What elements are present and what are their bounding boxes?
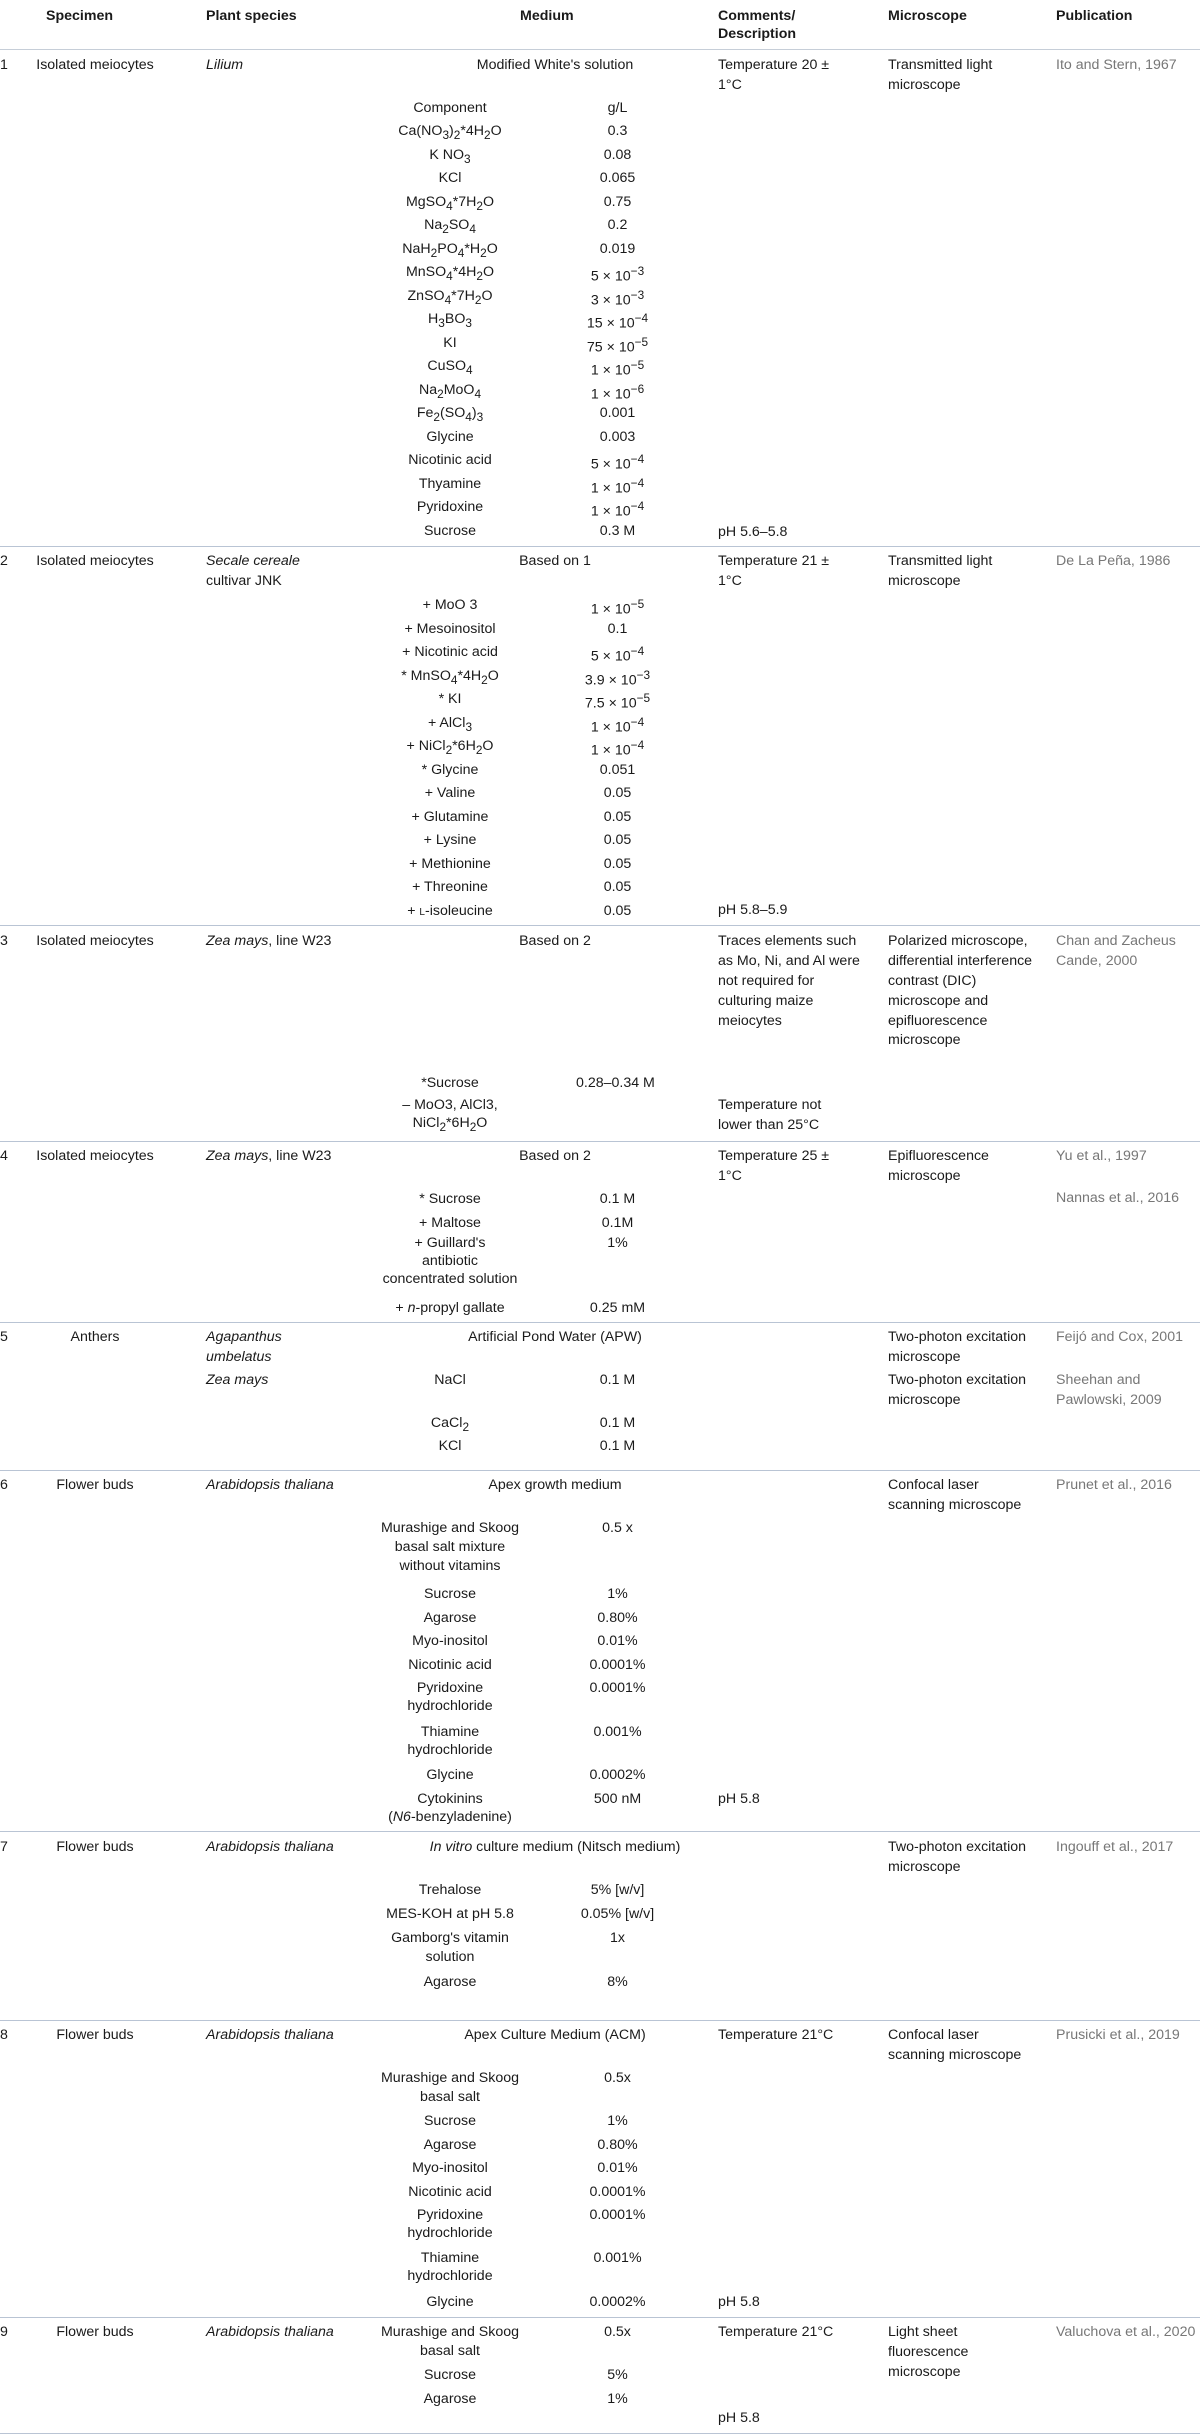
plant-species: Arabidopsis thaliana xyxy=(206,2324,334,2340)
col-plant-species: Plant species xyxy=(206,8,297,24)
component-label: solution xyxy=(425,1949,475,1965)
separator xyxy=(0,1322,1200,1323)
medium-title-rest: culture medium (Nitsch medium) xyxy=(472,1839,681,1855)
component-label: Cytokinins xyxy=(417,1791,483,1807)
component-label: Pyridoxine xyxy=(416,2207,484,2223)
plant-species-line: , line W23 xyxy=(268,1148,332,1164)
component-label: Sucrose xyxy=(423,1586,477,1602)
component-label: KI xyxy=(443,334,457,351)
component-header: Component xyxy=(413,100,487,116)
component-label: + l-isoleucine xyxy=(407,902,493,919)
publication-second: Sheehan and Pawlowski, 2009 xyxy=(1056,1372,1162,1408)
specimen: Flower buds xyxy=(56,2027,134,2043)
component-value: 0.25 mM xyxy=(589,1300,646,1316)
component-label: + MoO 3 xyxy=(422,597,478,613)
component-value: 0.05 xyxy=(603,879,632,895)
gallate-name: -propyl gallate xyxy=(415,1300,505,1316)
separator xyxy=(0,546,1200,547)
component-value: 0.05 xyxy=(603,832,632,848)
microscope: Epifluorescence microscope xyxy=(888,1148,989,1184)
component-label: + Maltose xyxy=(419,1214,481,1231)
component-label: Pyridoxine xyxy=(416,1680,484,1696)
component-label: Thyamine xyxy=(418,475,482,492)
component-value: $7.5 \times 10^{-5}$ xyxy=(584,691,651,712)
cytokinin-n6: N6 xyxy=(392,1809,411,1825)
component-label: K $NO_3$ xyxy=(429,146,471,166)
component-value: 0.019 xyxy=(599,240,636,257)
component-value: 0.1 M xyxy=(599,1438,636,1454)
specimen: Isolated meiocytes xyxy=(36,553,154,569)
component-label: KCl xyxy=(438,1438,462,1454)
component-label: NaCl xyxy=(434,1372,466,1388)
comments: Temperature 21 ± 1°C xyxy=(718,553,830,589)
plant-species: Lilium xyxy=(206,57,244,73)
separator xyxy=(0,1141,1200,1142)
plant-species: Agapanthus umbelatus xyxy=(206,1329,282,1365)
comments-temperature: Temperature not lower than 25°C xyxy=(718,1097,822,1133)
medium-title xyxy=(340,1838,770,1858)
ph-value: pH 5.8 xyxy=(718,1791,760,1807)
component-label: Gamborg's vitamin xyxy=(391,1930,509,1946)
row-number: 4 xyxy=(0,1148,8,1164)
microscope: Transmitted light microscope xyxy=(888,553,993,589)
component-label: Sucrose xyxy=(423,2113,477,2129)
separator xyxy=(0,1831,1200,1832)
gallate-n: n xyxy=(407,1300,416,1316)
plant-species-name: Zea mays xyxy=(206,933,269,949)
separator xyxy=(0,2317,1200,2318)
col-publication: Publication xyxy=(1056,8,1133,24)
plant-species: Arabidopsis thaliana xyxy=(206,2027,334,2043)
component-value: 0.065 xyxy=(599,170,636,186)
microscope: Transmitted light microscope xyxy=(888,57,993,93)
component-label xyxy=(360,1114,540,1135)
component-value: 0.5 x xyxy=(602,1520,633,1536)
medium-title: Apex Culture Medium (ACM) xyxy=(464,2027,646,2043)
component-value: 0.001% xyxy=(593,1724,642,1740)
col-comments: Comments/ Description xyxy=(718,8,797,43)
medium-title: Apex growth medium xyxy=(488,1477,622,1493)
component-label: Glycine xyxy=(426,1767,474,1783)
comments: Temperature 21°C xyxy=(718,2324,834,2340)
table-header xyxy=(0,0,1200,50)
component-value: 0.0001% xyxy=(589,2183,646,2200)
component-value: 0.28–0.34 M xyxy=(576,1075,655,1091)
ph-value: pH 5.8 xyxy=(718,2294,760,2310)
component-label: $Na_2SO_4$ xyxy=(424,217,476,236)
comments: Temperature 20 ± 1°C xyxy=(718,57,830,93)
component-label: hydrochloride xyxy=(407,1698,493,1714)
component-label: MES-KOH at pH 5.8 xyxy=(386,1905,514,1922)
component-value: 0.0002% xyxy=(589,1767,646,1783)
row-number: 1 xyxy=(0,57,8,73)
row-number: 6 xyxy=(0,1477,8,1493)
component-label: hydrochloride xyxy=(407,2225,493,2241)
component-value: 0.001% xyxy=(593,2250,642,2266)
microscope: Two-photon excitation microscope xyxy=(888,1839,1027,1875)
plant-species: Secale cereale xyxy=(206,553,300,569)
unit-header: g/L xyxy=(607,100,628,116)
row-number: 5 xyxy=(0,1329,8,1345)
separator xyxy=(0,2433,1200,2434)
component-label: + Nicotinic acid xyxy=(402,644,498,660)
publication-second: Nannas et al., 2016 xyxy=(1056,1190,1180,1206)
component-value: 0.0002% xyxy=(589,2294,646,2310)
component-value: 0.75 xyxy=(603,193,632,210)
component-label: basal salt mixture xyxy=(394,1539,506,1555)
component-label: Nicotinic acid xyxy=(408,2183,492,2200)
component-value: $1 \times 10^{-4}$ xyxy=(590,499,645,520)
component-value: $15 \times 10^{-4}$ xyxy=(586,311,649,332)
component-label: Murashige and Skoog xyxy=(380,2070,520,2086)
medium-title-italic: In vitro xyxy=(429,1839,473,1855)
component-value: 1% xyxy=(607,1586,628,1602)
component-label: * Glycine xyxy=(421,761,479,778)
component-value: 0.01% xyxy=(597,2160,638,2176)
component-label: KCl xyxy=(438,170,462,186)
component-value: $3 \times 10^{-3}$ xyxy=(590,287,645,309)
separator xyxy=(0,2020,1200,2021)
component-label: concentrated solution xyxy=(382,1271,518,1287)
component-label: Myo-inositol xyxy=(412,2160,488,2176)
component-value: 0.1 M xyxy=(599,1191,636,1207)
component-label: Murashige and Skoog xyxy=(380,2324,520,2340)
plant-species: Arabidopsis thaliana xyxy=(206,1477,334,1493)
component-label: Sucrose xyxy=(423,522,477,539)
component-label: $MnSO_4*4H_2O$ xyxy=(405,264,495,283)
component-value: 0.2 xyxy=(607,217,628,233)
component-label: Nicotinic acid xyxy=(408,1656,492,1673)
component-label: Glycine xyxy=(426,2294,474,2310)
comments: Temperature 25 ± 1°C xyxy=(718,1148,830,1184)
component-value: 0.0001% xyxy=(589,1656,646,1673)
component-value: $75 \times 10^{-5}$ xyxy=(586,334,649,356)
component-value: 0.3 M xyxy=(599,522,636,539)
component-value: $5 \times 10^{-4}$ xyxy=(590,644,645,665)
row-number: 9 xyxy=(0,2324,8,2340)
component-value: 1% xyxy=(607,2390,628,2407)
component-label: + Methionine xyxy=(409,855,491,872)
component-value: 500 nM xyxy=(593,1791,642,1807)
component-label: Pyridoxine xyxy=(416,499,484,515)
ph-value: pH 5.8–5.9 xyxy=(718,902,788,918)
comments: Traces elements such as Mo, Ni, and Al were not required for culturing maize meiocytes xyxy=(718,933,860,1029)
specimen: Isolated meiocytes xyxy=(36,1148,154,1164)
specimen: Flower buds xyxy=(56,1477,134,1493)
component-label: hydrochloride xyxy=(407,1742,493,1758)
component-label: $Fe_2(SO_4)_3$ xyxy=(416,405,484,424)
component-label: hydrochloride xyxy=(407,2268,493,2284)
component-label: without vitamins xyxy=(399,1558,501,1574)
publication: Chan and Zacheus Cande, 2000 xyxy=(1056,933,1176,969)
component-value: $3.9 \times 10^{-3}$ xyxy=(584,667,651,689)
component-label: – MoO3, AlCl3, xyxy=(402,1097,498,1113)
component-label: Myo-inositol xyxy=(412,1633,488,1649)
component-value: 8% xyxy=(607,1974,628,1990)
component-value: 0.05 xyxy=(603,785,632,801)
publication: De La Peña, 1986 xyxy=(1056,553,1171,569)
component-value: 1% xyxy=(607,1235,628,1251)
ph-value: pH 5.8 xyxy=(718,2410,760,2426)
component-label: basal salt xyxy=(420,2089,480,2105)
component-value: 0.3 xyxy=(607,123,628,139)
component-label: $ZnSO_4*7H_2O$ xyxy=(407,287,493,307)
formula: $NiCl_2*6H_2O$ xyxy=(412,1115,488,1134)
component-value: $1 \times 10^{-4}$ xyxy=(590,714,645,736)
component-label: (N6-benzyladenine) xyxy=(388,1809,512,1825)
component-label: CaCl$_2$ xyxy=(430,1415,470,1434)
component-value: $1 \times 10^{-6}$ xyxy=(590,381,645,403)
row-number: 2 xyxy=(0,553,8,569)
component-label: + AlCl$_3$ xyxy=(427,714,473,734)
plant-species-second: Zea mays xyxy=(206,1372,269,1388)
col-microscope: Microscope xyxy=(888,8,967,24)
medium-title: Based on 2 xyxy=(519,1148,591,1164)
component-value: $5 \times 10^{-4}$ xyxy=(590,452,645,473)
medium-title: Modified White's solution xyxy=(476,57,634,73)
component-value: $1 \times 10^{-4}$ xyxy=(590,738,645,759)
specimen: Flower buds xyxy=(56,1839,134,1855)
component-value: 5% [w/v] xyxy=(590,1882,645,1898)
component-value: 0.1 xyxy=(607,620,628,637)
component-label: $NaH_2PO_4*H_2O$ xyxy=(402,240,498,260)
component-label: Nicotinic acid xyxy=(408,452,492,468)
component-value: 0.80% xyxy=(597,1609,638,1626)
plant-cultivar: cultivar JNK xyxy=(206,573,282,589)
microscope: Confocal laser scanning microscope xyxy=(888,1477,1022,1513)
microscope: Polarized microscope, differential interference contrast (DIC) microscope and epifluorescence microscope xyxy=(888,933,1033,1049)
microscope: Light sheet fluorescence microscope xyxy=(888,2324,969,2380)
row-number: 8 xyxy=(0,2027,8,2043)
component-value: 0.0001% xyxy=(589,2207,646,2223)
plant-species xyxy=(206,1147,331,1167)
specimen: Flower buds xyxy=(56,2324,134,2340)
component-value: 0.0001% xyxy=(589,1680,646,1696)
publication: Valuchova et al., 2020 xyxy=(1056,2324,1196,2340)
component-label: + Threonine xyxy=(412,879,488,895)
component-label: $MgSO_4*7H_2O$ xyxy=(405,193,495,213)
component-value: 0.5x xyxy=(604,2070,631,2086)
component-value: 0.05 xyxy=(603,855,632,872)
component-value: 1x xyxy=(610,1930,625,1946)
component-value: 0.051 xyxy=(599,761,636,778)
component-value: $5 \times 10^{-3}$ xyxy=(590,264,645,285)
row-number: 3 xyxy=(0,933,8,949)
component-label: Thiamine xyxy=(420,1724,480,1740)
component-label: Murashige and Skoog xyxy=(380,1520,520,1536)
col-specimen: Specimen xyxy=(46,8,114,24)
component-label: * Sucrose xyxy=(419,1191,481,1207)
component-label: Agarose xyxy=(423,1609,477,1626)
component-label: + Lysine xyxy=(423,832,477,848)
specimen: Isolated meiocytes xyxy=(36,933,154,949)
component-value: 0.1 M xyxy=(599,1415,636,1431)
component-label: + Valine xyxy=(424,785,476,801)
publication: Prusicki et al., 2019 xyxy=(1056,2027,1180,2043)
component-label: * KI xyxy=(438,691,462,707)
ph-value: pH 5.6–5.8 xyxy=(718,524,788,540)
separator xyxy=(0,925,1200,926)
component-label: Glycine xyxy=(426,428,474,445)
component-value: 0.001 xyxy=(599,405,636,421)
component-value: 0.05 xyxy=(603,902,632,919)
component-value: 0.1M xyxy=(601,1214,634,1231)
microscope: Confocal laser scanning microscope xyxy=(888,2027,1022,2063)
component-value: 0.1 M xyxy=(599,1372,636,1388)
separator xyxy=(0,1470,1200,1471)
component-label: * $MnSO_4*4H_2O$ xyxy=(401,667,499,687)
plant-species-name: Zea mays xyxy=(206,1148,269,1164)
specimen: Anthers xyxy=(70,1329,120,1345)
specimen: Isolated meiocytes xyxy=(36,57,154,73)
component-label: + Glutamine xyxy=(411,808,489,825)
component-value: 0.5x xyxy=(604,2324,631,2340)
component-label: CuSO$_4$ xyxy=(427,358,473,377)
medium-title: Artificial Pond Water (APW) xyxy=(468,1329,642,1345)
component-value: $1 \times 10^{-5}$ xyxy=(590,597,645,618)
plant-species xyxy=(206,932,331,952)
medium-title: Based on 1 xyxy=(519,553,591,569)
component-value: 0.80% xyxy=(597,2136,638,2153)
comments: Temperature 21°C xyxy=(718,2027,834,2043)
separator xyxy=(0,49,1200,50)
component-label: Agarose xyxy=(423,2390,477,2407)
component-label: $H_3BO_3$ xyxy=(428,311,472,330)
component-label: Trehalose xyxy=(418,1882,482,1898)
component-label: *Sucrose xyxy=(421,1075,479,1091)
component-label: + Guillard's xyxy=(414,1235,486,1251)
component-value: 0.003 xyxy=(599,428,636,445)
plant-species-line: , line W23 xyxy=(268,933,332,949)
component-value: 5% xyxy=(607,2367,628,2383)
publication: Ingouff et al., 2017 xyxy=(1056,1839,1174,1855)
component-label: $Ca(NO_3)_2*4H_2O$ xyxy=(398,123,502,142)
component-value: 0.05 xyxy=(603,808,632,825)
component-value: 0.05% [w/v] xyxy=(580,1905,655,1922)
component-value: 0.08 xyxy=(603,146,632,163)
publication: Ito and Stern, 1967 xyxy=(1056,57,1177,73)
component-value: $1 \times 10^{-4}$ xyxy=(590,475,645,497)
cytokinin-name: -benzyladenine) xyxy=(410,1809,512,1825)
col-medium: Medium xyxy=(520,8,574,24)
gallate-prefix: + xyxy=(395,1300,408,1316)
component-value: $1 \times 10^{-5}$ xyxy=(590,358,645,379)
microscope: Two-photon excitation microscope xyxy=(888,1329,1027,1365)
component-label: + $NiCl_2*6H_2O$ xyxy=(406,738,494,757)
component-label: antibiotic xyxy=(422,1253,478,1269)
component-label: $Na_2MoO_4$ xyxy=(418,381,482,401)
row-number: 7 xyxy=(0,1839,8,1855)
publication: Prunet et al., 2016 xyxy=(1056,1477,1172,1493)
component-value: 1% xyxy=(607,2113,628,2129)
medium-title: Based on 2 xyxy=(519,933,591,949)
component-label: Agarose xyxy=(423,1974,477,1990)
plant-species: Arabidopsis thaliana xyxy=(206,1839,334,1855)
component-label: Thiamine xyxy=(420,2250,480,2266)
component-label xyxy=(360,1299,540,1319)
publication: Feijó and Cox, 2001 xyxy=(1056,1329,1183,1345)
component-label: Agarose xyxy=(423,2136,477,2153)
microscope-second: Two-photon excitation microscope xyxy=(888,1372,1027,1408)
component-label: Sucrose xyxy=(423,2367,477,2383)
component-label: basal salt xyxy=(420,2343,480,2359)
component-label: + Mesoinositol xyxy=(404,620,496,637)
publication: Yu et al., 1997 xyxy=(1056,1148,1147,1164)
component-value: 0.01% xyxy=(597,1633,638,1649)
